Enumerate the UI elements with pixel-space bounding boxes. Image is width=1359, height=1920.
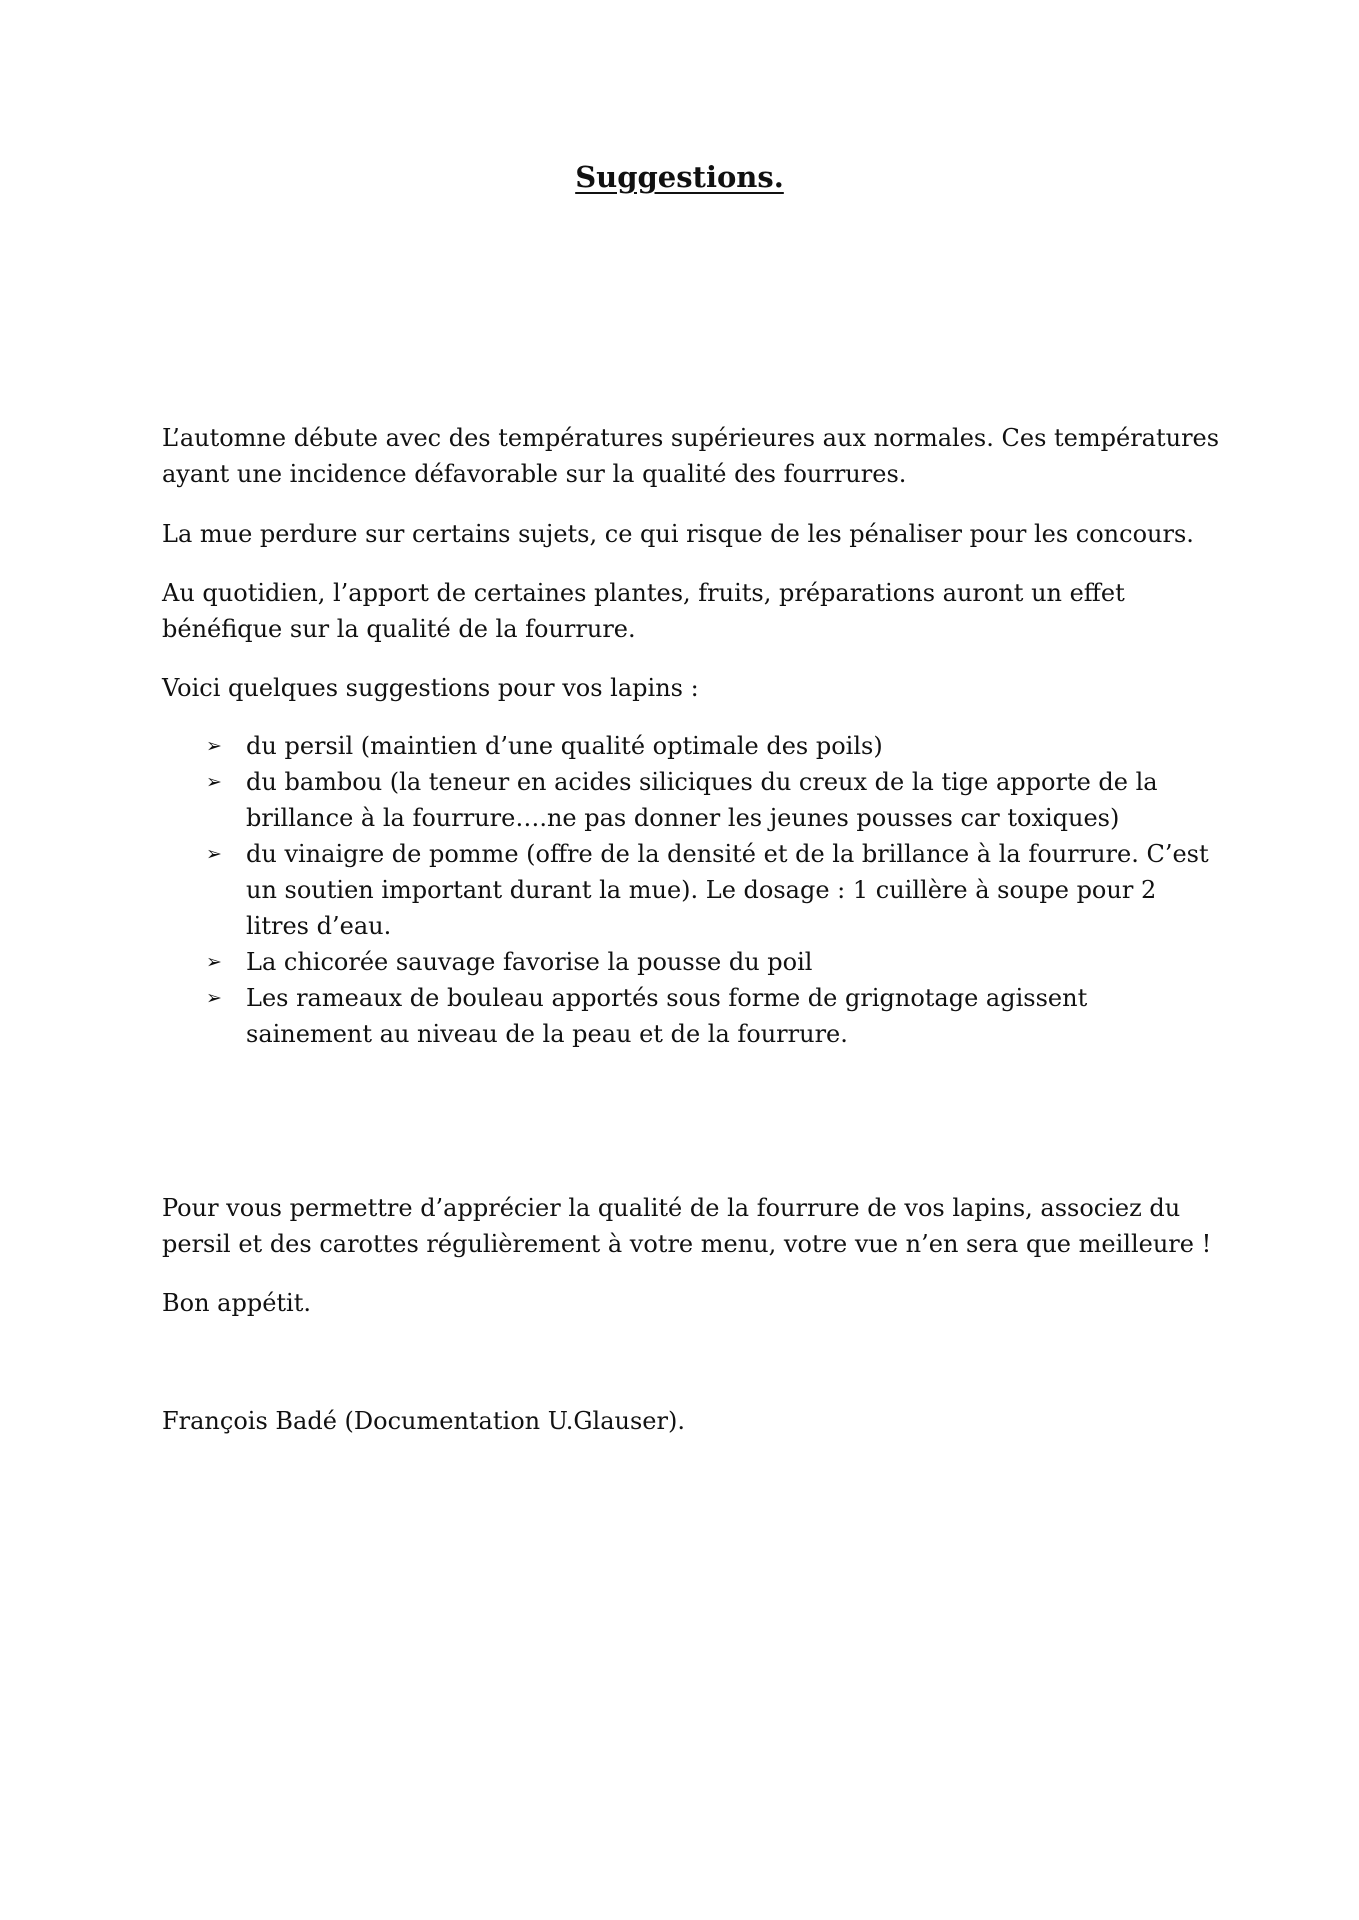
arrowhead-icon: ➢	[206, 951, 222, 973]
page-title: Suggestions.	[575, 160, 784, 194]
greeting: Bon appétit.	[162, 1289, 312, 1317]
paragraph-closing: Pour vous permettre d’apprécier la qualité de la fourrure de vos lapins, associez du persil et des carottes régulièrement à votre menu, votre vue n’en sera que meilleure !	[162, 1194, 1212, 1258]
list-item	[200, 764, 1220, 836]
arrowhead-icon: ➢	[206, 987, 222, 1009]
signature: François Badé (Documentation U.Glauser).	[162, 1407, 685, 1435]
paragraph-intro: L’automne débute avec des températures supérieures aux normales. Ces températures ayant une incidence défavorable sur la qualité des fourrures.	[162, 424, 1220, 488]
list-item	[200, 836, 1220, 944]
paragraph-mue: La mue perdure sur certains sujets, ce qui risque de les pénaliser pour les concours.	[162, 520, 1194, 548]
suggestion-list	[200, 728, 1220, 1052]
list-item	[200, 728, 1220, 764]
paragraph-quotidien: Au quotidien, l’apport de certaines plantes, fruits, préparations auront un effet bénéfique sur la qualité de la fourrure.	[162, 579, 1125, 643]
arrowhead-icon: ➢	[206, 843, 222, 865]
list-item-text: La chicorée sauvage favorise la pousse du poil	[246, 948, 813, 976]
arrowhead-icon: ➢	[206, 735, 222, 757]
list-item-text: du vinaigre de pomme (offre de la densité et de la brillance à la fourrure. C’est un soutien important durant la mue). Le dosage : 1 cuillère à soupe pour 2 litres d’eau.	[246, 840, 1209, 940]
arrowhead-icon: ➢	[206, 771, 222, 793]
list-item	[200, 944, 1220, 980]
list-item-text: du persil (maintien d’une qualité optimale des poils)	[246, 732, 883, 760]
list-item-text: du bambou (la teneur en acides siliciques du creux de la tige apporte de la brillance à la fourrure….ne pas donner les jeunes pousses car toxiques)	[246, 768, 1158, 832]
paragraph-suggestions-intro: Voici quelques suggestions pour vos lapins :	[162, 674, 699, 702]
list-item	[200, 980, 1220, 1052]
list-item-text: Les rameaux de bouleau apportés sous forme de grignotage agissent sainement au niveau de la peau et de la fourrure.	[246, 984, 1088, 1048]
